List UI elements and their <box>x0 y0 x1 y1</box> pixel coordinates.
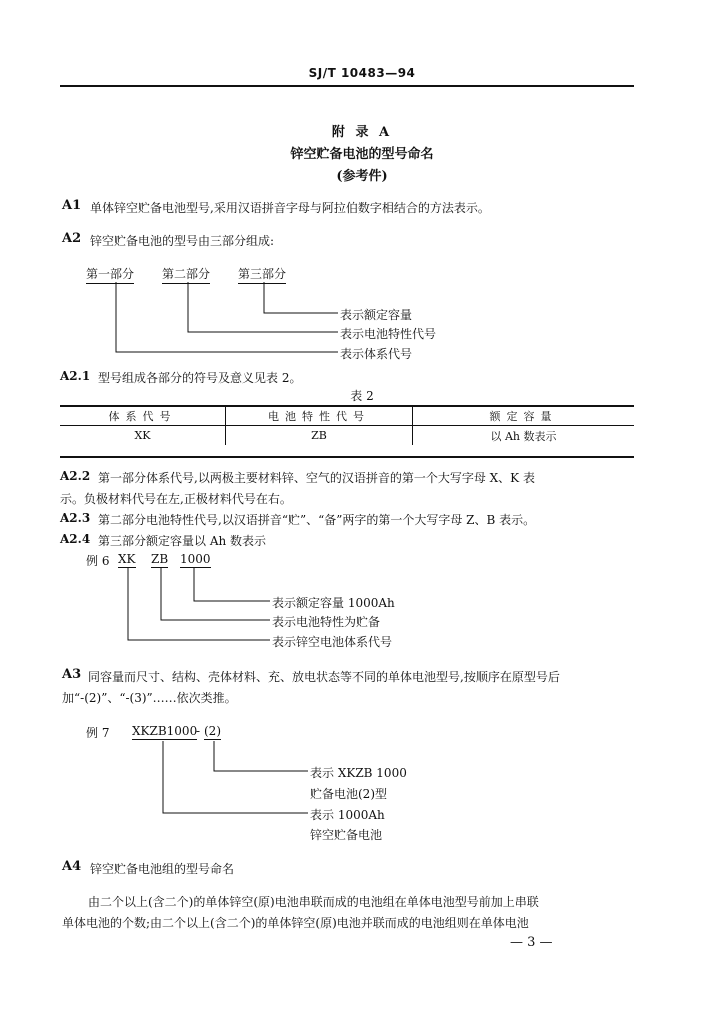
section-a23-text: 第二部分电池特性代号,以汉语拼音“贮”、“备”两字的第一个大写字母 Z、B 表示。 <box>98 513 536 527</box>
section-a3-line1: 同容量而尺寸、结构、壳体材料、充、放电状态等不同的单体电池型号,按顺序在原型号后 <box>88 670 560 684</box>
appendix-title: 附 录 A <box>331 125 393 140</box>
appendix-note: (参考件) <box>336 169 388 184</box>
example6-desc-system: 表示锌空电池体系代号 <box>272 635 393 649</box>
example7-desc-base-line1: 表示 1000Ah <box>310 808 385 822</box>
example6-desc-feature: 表示电池特性为贮备 <box>272 615 381 629</box>
example7-desc-variant-line1: 表示 XKZB 1000 <box>310 766 407 780</box>
example6-code-feature: ZB <box>151 552 169 566</box>
table2-header-system: 体系代号 <box>60 406 226 426</box>
diagram1-part1: 第一部分 <box>86 265 134 284</box>
section-a24-number: A2.4 <box>60 532 91 546</box>
table2 <box>60 406 634 445</box>
table2-header-feature: 电池特性代号 <box>226 406 413 426</box>
section-a4-title: 锌空贮备电池组的型号命名 <box>90 862 235 876</box>
section-a1-text: 单体锌空贮备电池型号,采用汉语拼音字母与阿拉伯数字相结合的方法表示。 <box>90 201 490 215</box>
section-a4-para-line2: 单体电池的个数;由二个以上(含二个)的单体锌空(原)电池并联而成的电池组则在单体电池 <box>62 916 529 930</box>
appendix-subtitle: 锌空贮备电池的型号命名 <box>290 147 434 162</box>
example6-code-system: XK <box>118 552 136 566</box>
section-a22-line2: 示。负极材料代号在左,正极材料代号在右。 <box>60 492 292 506</box>
example7-label: 例 7 <box>86 726 110 740</box>
standard-number: SJ/T 10483—94 <box>308 66 416 80</box>
section-a23-number: A2.3 <box>60 511 91 525</box>
diagram1-label-feature: 表示电池特性代号 <box>340 327 437 341</box>
diagram1-label-capacity: 表示额定容量 <box>340 308 413 322</box>
example7-code-suffix: (2) <box>204 724 221 738</box>
section-a22-number: A2.2 <box>60 469 91 483</box>
table2-header-row <box>60 406 634 426</box>
example6-desc-capacity: 表示额定容量 1000Ah <box>272 596 395 610</box>
section-a2-number: A2 <box>62 231 82 246</box>
example7-code-main: XKZB1000 <box>132 724 198 738</box>
section-a3-number: A3 <box>62 667 82 682</box>
table2-cell-feature: ZB <box>226 426 413 446</box>
example6-code-capacity: 1000 <box>180 552 211 566</box>
page-number: — 3 — <box>510 935 553 950</box>
example7-desc-variant-line2: 贮备电池(2)型 <box>310 787 387 801</box>
table2-bottom-rule <box>60 456 634 458</box>
table2-data-row <box>60 426 634 446</box>
section-a1-number: A1 <box>62 198 82 213</box>
example7-desc-base-line2: 锌空贮备电池 <box>310 828 383 842</box>
table2-cell-capacity: 以 Ah 数表示 <box>413 426 635 446</box>
section-a3-line2: 加“-(2)”、“-(3)”……依次类推。 <box>62 691 237 705</box>
diagram1-part3: 第三部分 <box>238 265 286 284</box>
section-a4-number: A4 <box>62 859 82 874</box>
section-a22-line1: 第一部分体系代号,以两极主要材料锌、空气的汉语拼音的第一个大写字母 X、K 表 <box>98 471 535 485</box>
section-a2-text: 锌空贮备电池的型号由三部分组成: <box>90 234 275 248</box>
section-a21-number: A2.1 <box>60 369 91 383</box>
section-a24-text: 第三部分额定容量以 Ah 数表示 <box>98 534 267 548</box>
example7-dash: - <box>196 724 201 738</box>
diagram1-label-system: 表示体系代号 <box>340 347 413 361</box>
section-a4-para-line1: 由二个以上(含二个)的单体锌空(原)电池串联而成的电池组在单体电池型号前加上串联 <box>88 895 539 909</box>
diagram1-part2: 第二部分 <box>162 265 210 284</box>
table2-caption: 表 2 <box>350 389 374 403</box>
table2-header-capacity: 额定容量 <box>413 406 635 426</box>
table2-cell-system: XK <box>134 429 151 442</box>
example6-label: 例 6 <box>86 554 110 568</box>
section-a21-text: 型号组成各部分的符号及意义见表 2。 <box>98 371 302 385</box>
